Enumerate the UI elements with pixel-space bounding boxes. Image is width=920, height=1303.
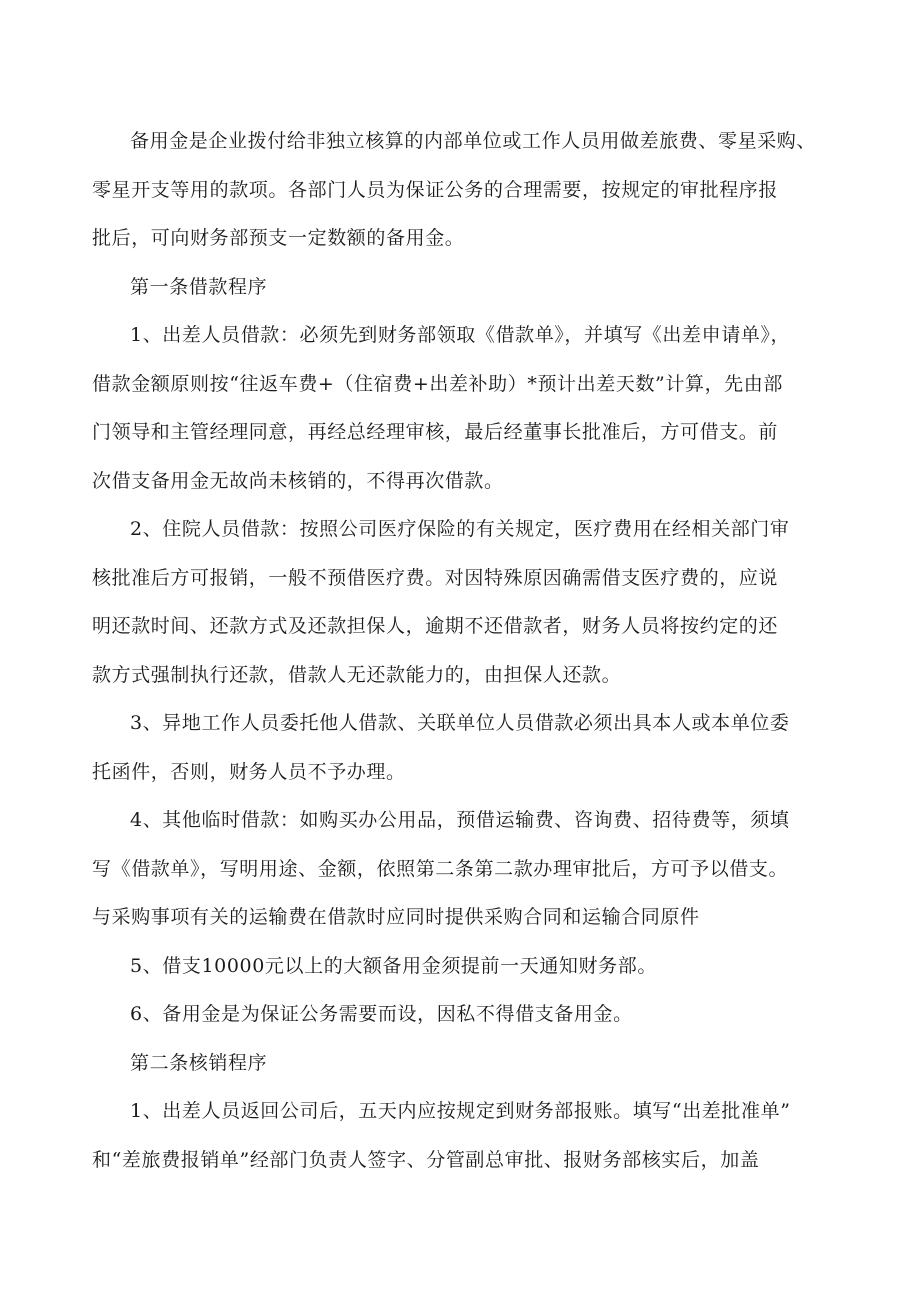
paragraph-line: 5、借支10000元以上的大额备用金须提前一天通知财务部。 — [130, 955, 657, 977]
paragraph-line: 和“差旅费报销单”经部门负责人签字、分管副总审批、报财务部核实后，加盖 — [92, 1149, 760, 1171]
paragraph-line: 与采购事项有关的运输费在借款时应同时提供采购合同和运输合同原件 — [92, 906, 700, 928]
paragraph-line: 2、住院人员借款：按照公司医疗保险的有关规定，医疗费用在经相关部门审 — [130, 518, 790, 540]
paragraph-line: 4、其他临时借款：如购买办公用品，预借运输费、咨询费、招待费等，须填 — [130, 809, 790, 831]
paragraph-line: 零星开支等用的款项。各部门人员为保证公务的合理需要，按规定的审批程序报 — [92, 179, 779, 201]
paragraph-line: 明还款时间、还款方式及还款担保人，逾期不还借款者，财务人员将按约定的还 — [92, 615, 779, 637]
paragraph-line: 1、出差人员返回公司后，五天内应按规定到财务部报账。填写“出差批准单” — [130, 1100, 791, 1122]
paragraph-line: 款方式强制执行还款，借款人无还款能力的，由担保人还款。 — [92, 664, 622, 686]
section-heading: 第一条借款程序 — [130, 276, 268, 298]
section-heading: 第二条核销程序 — [130, 1052, 268, 1074]
paragraph-line: 批后，可向财务部预支一定数额的备用金。 — [92, 227, 465, 249]
paragraph-line: 借款金额原则按“往返车费+（住宿费+出差补助）*预计出差天数”计算，先由部 — [92, 373, 783, 395]
paragraph-line: 6、备用金是为保证公务需要而设，因私不得借支备用金。 — [130, 1003, 633, 1025]
paragraph-line: 门领导和主管经理同意，再经总经理审核，最后经董事长批准后，方可借支。前 — [92, 421, 779, 443]
paragraph-line: 3、异地工作人员委托他人借款、关联单位人员借款必须出具本人或本单位委 — [130, 712, 790, 734]
paragraph-line: 托函件，否则，财务人员不予办理。 — [92, 761, 406, 783]
paragraph-line: 次借支备用金无故尚未核销的，不得再次借款。 — [92, 470, 504, 492]
paragraph-line: 写《借款单》，写明用途、金额，依照第二条第二款办理审批后，方可予以借支。 — [92, 858, 789, 880]
paragraph-line: 备用金是企业拨付给非独立核算的内部单位或工作人员用做差旅费、零星采购、 — [130, 130, 817, 152]
paragraph-line: 1、出差人员借款：必须先到财务部领取《借款单》，并填写《出差申请单》， — [130, 324, 791, 346]
paragraph-line: 核批准后方可报销，一般不预借医疗费。对因特殊原因确需借支医疗费的，应说 — [92, 567, 779, 589]
